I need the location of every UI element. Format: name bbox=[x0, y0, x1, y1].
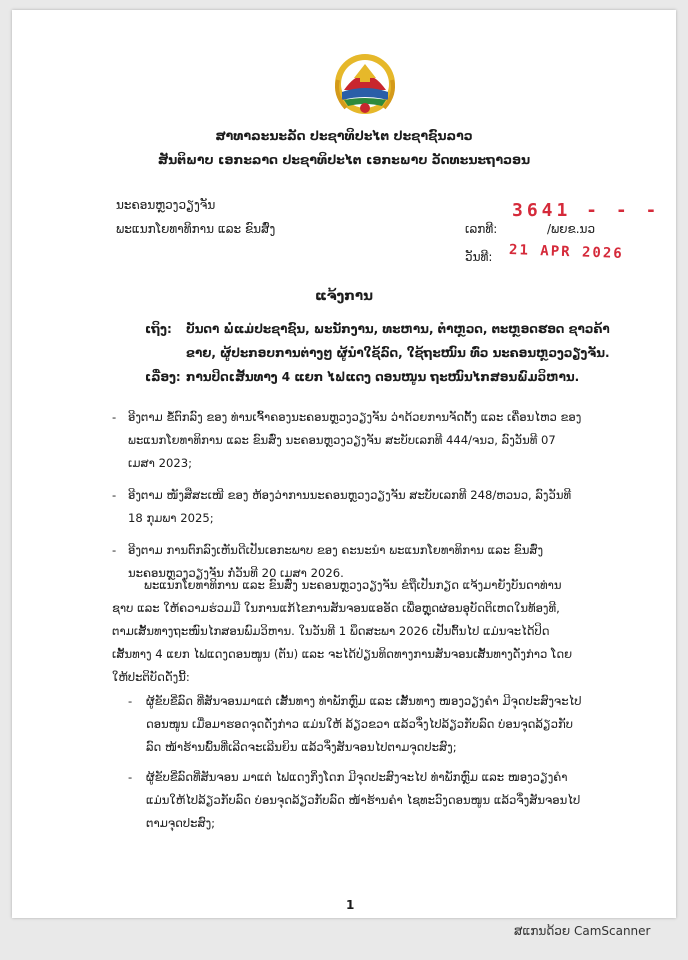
recipient-line-1: ບັນດາ ພໍ່ແມ່ປະຊາຊົນ, ພະນັກງານ, ທະຫານ, ຕຳຫຼວດ, ຕະຫຼອດຮອດ ຊາວຄ້າ bbox=[186, 322, 610, 336]
reference-item: - ອີງຕາມ ຂໍ້ຕົກລົງ ຂອງ ທ່ານເຈົ້າຄອງນະຄອນຫຼວງວຽງຈັນ ວ່າດ້ວຍການຈັດຕັ້ງ ແລະ ເຄື່ອນໄຫວ ຂອງພະແນກໂຍທາທິການ ແລະ ຂົນສົ່ງ ນະຄອນຫຼວງວຽງຈັນ ສະບັບເລກທີ 444/ຈນວ, ລົງວັນທີ 07 ເມສາ 2023; bbox=[112, 406, 582, 475]
recipient-label: ເຖິງ: bbox=[145, 322, 172, 336]
camscanner-watermark: ສແກນດ້ວຍ CamScanner bbox=[514, 924, 651, 938]
body-paragraph: ພະແນກໂຍທາທິການ ແລະ ຂົນສົ່ງ ນະຄອນຫຼວງວຽງຈັນ ຂໍຖືເປັນກຽດ ແຈ້ງມາຍັງບັນດາທ່ານ ຊາບ ແລະ ໃຫ້ຄວາມຮ່ວມມື ໃນການແກ້ໄຂການສັນຈອນແອອັດ ເພື່ອຫຼຸດຜ່ອນອຸບັດຕິເຫດໃນທ້ອງທີ, ຕາມເສັ້ນທາງຖະໜົນໄກສອນພົມວິຫານ. ໃນວັນທີ 1 ພຶດສະພາ 2026 ເປັນຕົ້ນໄປ ແມ່ນຈະໄດ້ປິດເສັ້ນທາງ 4 ແຍກ ໄຟແດງດອນໜູນ (ຕັນ) ແລະ ຈະໄດ້ປ່ຽນທິດທາງການສັນຈອນເສັ້ນທາງດັ່ງກ່າວ ໂດຍໃຫ້ປະຕິບັດດັ່ງນີ້: bbox=[112, 578, 573, 684]
issuer-department: ພະແນກໂຍທາທິການ ແລະ ຂົນສົ່ງ bbox=[116, 222, 276, 236]
date-label: ວັນທີ: bbox=[465, 250, 493, 264]
legal-references bbox=[112, 406, 582, 594]
country-name: ສາທາລະນະລັດ ປະຊາທິປະໄຕ ປະຊາຊົນລາວ bbox=[215, 128, 473, 143]
instruction-item: - ຜູ້ຂັບຂີ່ລົດທີ່ສັນຈອນ ມາແຕ່ ໄຟແດງກິ່ງໂດກ ມີຈຸດປະສົງຈະໄປ ທ່າພັກຫຼົມ ແລະ ໜອງວຽງຄຳ ແມ່ນໃຫ້ໄປລ້ຽວກັບລົດ ບ່ອນຈຸດລ້ຽວກັບລົດ ໜ້າຮ້ານຄຳ ໄຊທະວົງດອນໜູນ ແລ້ວຈຶ່ງສັນຈອນໄປຕາມຈຸດປະສົງ; bbox=[128, 766, 583, 835]
instruction-list bbox=[128, 690, 583, 842]
reference-number-suffix: /ພຍຂ.ນວ bbox=[547, 222, 596, 236]
reference-number-label: ເລກທີ: bbox=[465, 222, 498, 236]
reference-number-stamp: 3641 - - - bbox=[512, 200, 661, 221]
subject-text: ການປິດເສັ້ນທາງ 4 ແຍກ ໄຟແດງ ດອນໜູນ ຖະໜົນໄກສອນພົມວິຫານ. bbox=[186, 370, 580, 384]
document-title: ແຈ້ງການ bbox=[314, 288, 374, 304]
reference-item: - ອີງຕາມ ການຕົກລົງເຫັນດີເປັນເອກະພາບ ຂອງ ຄະນະນຳ ພະແນກໂຍທາທິການ ແລະ ຂົນສົ່ງ ນະຄອນຫຼວງວຽງຈັນ ກໍ່ວັນທີ 20 ເມສາ 2026. bbox=[112, 539, 582, 585]
instruction-item: - ຜູ້ຂັບຂີ່ລົດ ທີ່ສັນຈອນມາແຕ່ ເສັ້ນທາງ ທ່າພັກຫຼົມ ແລະ ເສັ້ນທາງ ໜອງວຽງຄຳ ມີຈຸດປະສົງຈະໄປ ດອນໜູນ ເມື່ອມາຮອດຈຸດດັ່ງກ່າວ ແມ່ນໃຫ້ ລ້ຽວຂວາ ແລ້ວຈຶ່ງໄປລ້ຽວກັບລົດ ບ່ອນຈຸດລ້ຽວກັບລົດ ໜ້າຮ້ານພົ້ນທີ່ເລີດຈະເລີນຍິນ ແລ້ວຈຶ່ງສັນຈອນໄປຕາມຈຸດປະສົງ; bbox=[128, 690, 583, 759]
date-stamp: 21 APR 2026 bbox=[508, 242, 624, 262]
page-number: 1 bbox=[346, 898, 355, 912]
subject-label: ເລື່ອງ: bbox=[145, 370, 181, 384]
national-motto: ສັນຕິພາບ ເອກະລາດ ປະຊາທິປະໄຕ ເອກະພາບ ວັດທະນະຖາວອນ bbox=[157, 152, 531, 167]
issuer-city: ນະຄອນຫຼວງວຽງຈັນ bbox=[116, 198, 216, 212]
national-emblem-icon bbox=[330, 50, 400, 116]
reference-item: - ອີງຕາມ ໜັງສືສະເໜີ ຂອງ ຫ້ອງວ່າການນະຄອນຫຼວງວຽງຈັນ ສະບັບເລກທີ 248/ຫວນວ, ລົງວັນທີ 18 ກຸມພາ 2025; bbox=[112, 484, 582, 530]
recipient-line-2: ຂາຍ, ຜູ້ປະກອບການຕ່າງໆ ຜູ້ນຳໃຊ້ລົດ, ໃຊ້ຖະໜົນ ທົ່ວ ນະຄອນຫຼວງວຽງຈັນ. bbox=[186, 346, 610, 360]
